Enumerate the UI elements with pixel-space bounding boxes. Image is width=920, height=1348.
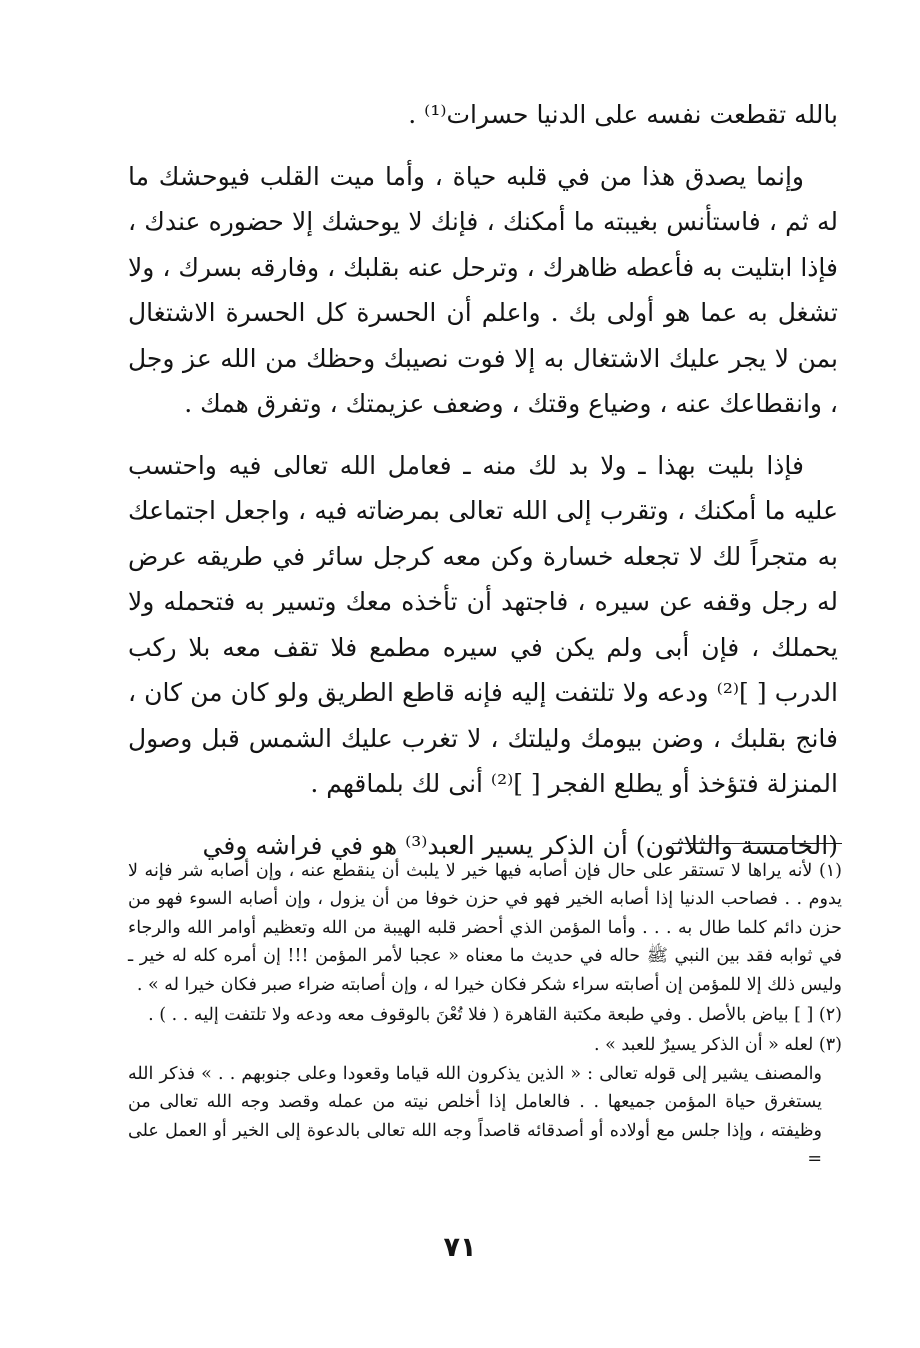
paragraph-1: بالله تقطعت نفسه على الدنيا حسرات⁽¹⁾ . (408, 100, 838, 129)
footnote-2: (٢) [ ] بياض بالأصل . وفي طبعة مكتبة القاهرة ( فلا تُعْنَ بالوقوف معه ودعه ولا تلتفت إليه . . ) . (148, 1005, 842, 1026)
paragraph-3: فإذا بليت بهذا ـ ولا بد لك منه ـ فعامل الله تعالى فيه واحتسب عليه ما أمكنك ، وتقرب إلى الله تعالى بمرضاته فيه ، واجعل اجتماعك به متجراً لك لا تجعله خسارة وكن معه كرجل سائر في طريقه عرض له رجل وقفه عن سيره ، فاجتهد أن تأخذه معك وتسير به فتحمله ولا يحملك ، فإن أبى ولم يكن في سيره مطمع فلا تقف معه بلا ركب الدرب [ ]⁽²⁾ ودعه ولا تلتفت إليه فإنه قاطع الطريق ولو كان من كان ، فانج بقلبك ، وضن بيومك وليلتك ، لا تغرب عليك الشمس قبل وصول المنزلة فتؤخذ أو يطلع الفجر [ ]⁽²⁾ أنى لك بلماقهم . (128, 450, 838, 798)
paragraph-4: (الخامسة والثلاثون) أن الذكر يسير العبد⁽³⁾ هو في فراشه وفي (202, 830, 838, 860)
footnote-3-continuation: والمصنف يشير إلى قوله تعالى : « الذين يذكرون الله قياما وقعودا وعلى جنوبهم . . » فذكر الله يستغرق حياة المؤمن جميعها . . فالعامل إذا أخلص نيته من عمله وقصد وجه الله تعالى من وظيفته ، وإذا جلس مع أولاده أو أصدقائه قاصداً وجه الله تعالى بالدعوة إلى الخير أو العمل على = (128, 1063, 822, 1170)
page-number: ٧١ (443, 1232, 477, 1263)
footnote-3: (٣) لعله « أن الذكر يسيرٌ للعبد » . (593, 1035, 842, 1056)
footnote-1: (١) لأنه يراها لا تستقر على حال فإن أصابه فيها خير لا يلبث أن ينقطع عنه ، وإن أصابه شر فإنه لا يدوم . . فصاحب الدنيا إذا أصابه الخير فهو في حزن خوفا من أن يزول ، وإن أصابه السوء فهو من حزن دائم كلما طال به . . . وأما المؤمن الذي أحضر قلبه الهيبة من الله وتعظيم أوامر الله والرجاء في ثوابه فقد بين النبي ﷺ حاله في حديث ما معناه « عجبا لأمر المؤمن !!! إن أمره كله له خير ـ وليس ذلك إلا للمؤمن إن أصابته سراء شكر فكان خيرا له ، وإن أصابته ضراء صبر فكان خيرا له » . (128, 861, 842, 995)
main-text (128, 92, 838, 868)
footnote-separator (672, 843, 842, 844)
paragraph-2: وإنما يصدق هذا من في قلبه حياة ، وأما ميت القلب فيوحشك ما له ثم ، فاستأنس بغيبته ما أمكنك ، فإنك لا يوحشك إلا حضوره عندك ، فإذا ابتليت به فأعطه ظاهرك ، وترحل عنه بقلبك ، وفارقه بسرك ، ولا تشغل به عما هو أولى بك . واعلم أن الحسرة كل الحسرة الاشتغال بمن لا يجر عليك الاشتغال به إلا فوت نصيبك وحظك من الله عز وجل ، وانقطاعك عنه ، وضياع وقتك ، وضعف عزيمتك ، وتفرق همك . (128, 161, 838, 418)
footnotes (128, 857, 842, 1173)
